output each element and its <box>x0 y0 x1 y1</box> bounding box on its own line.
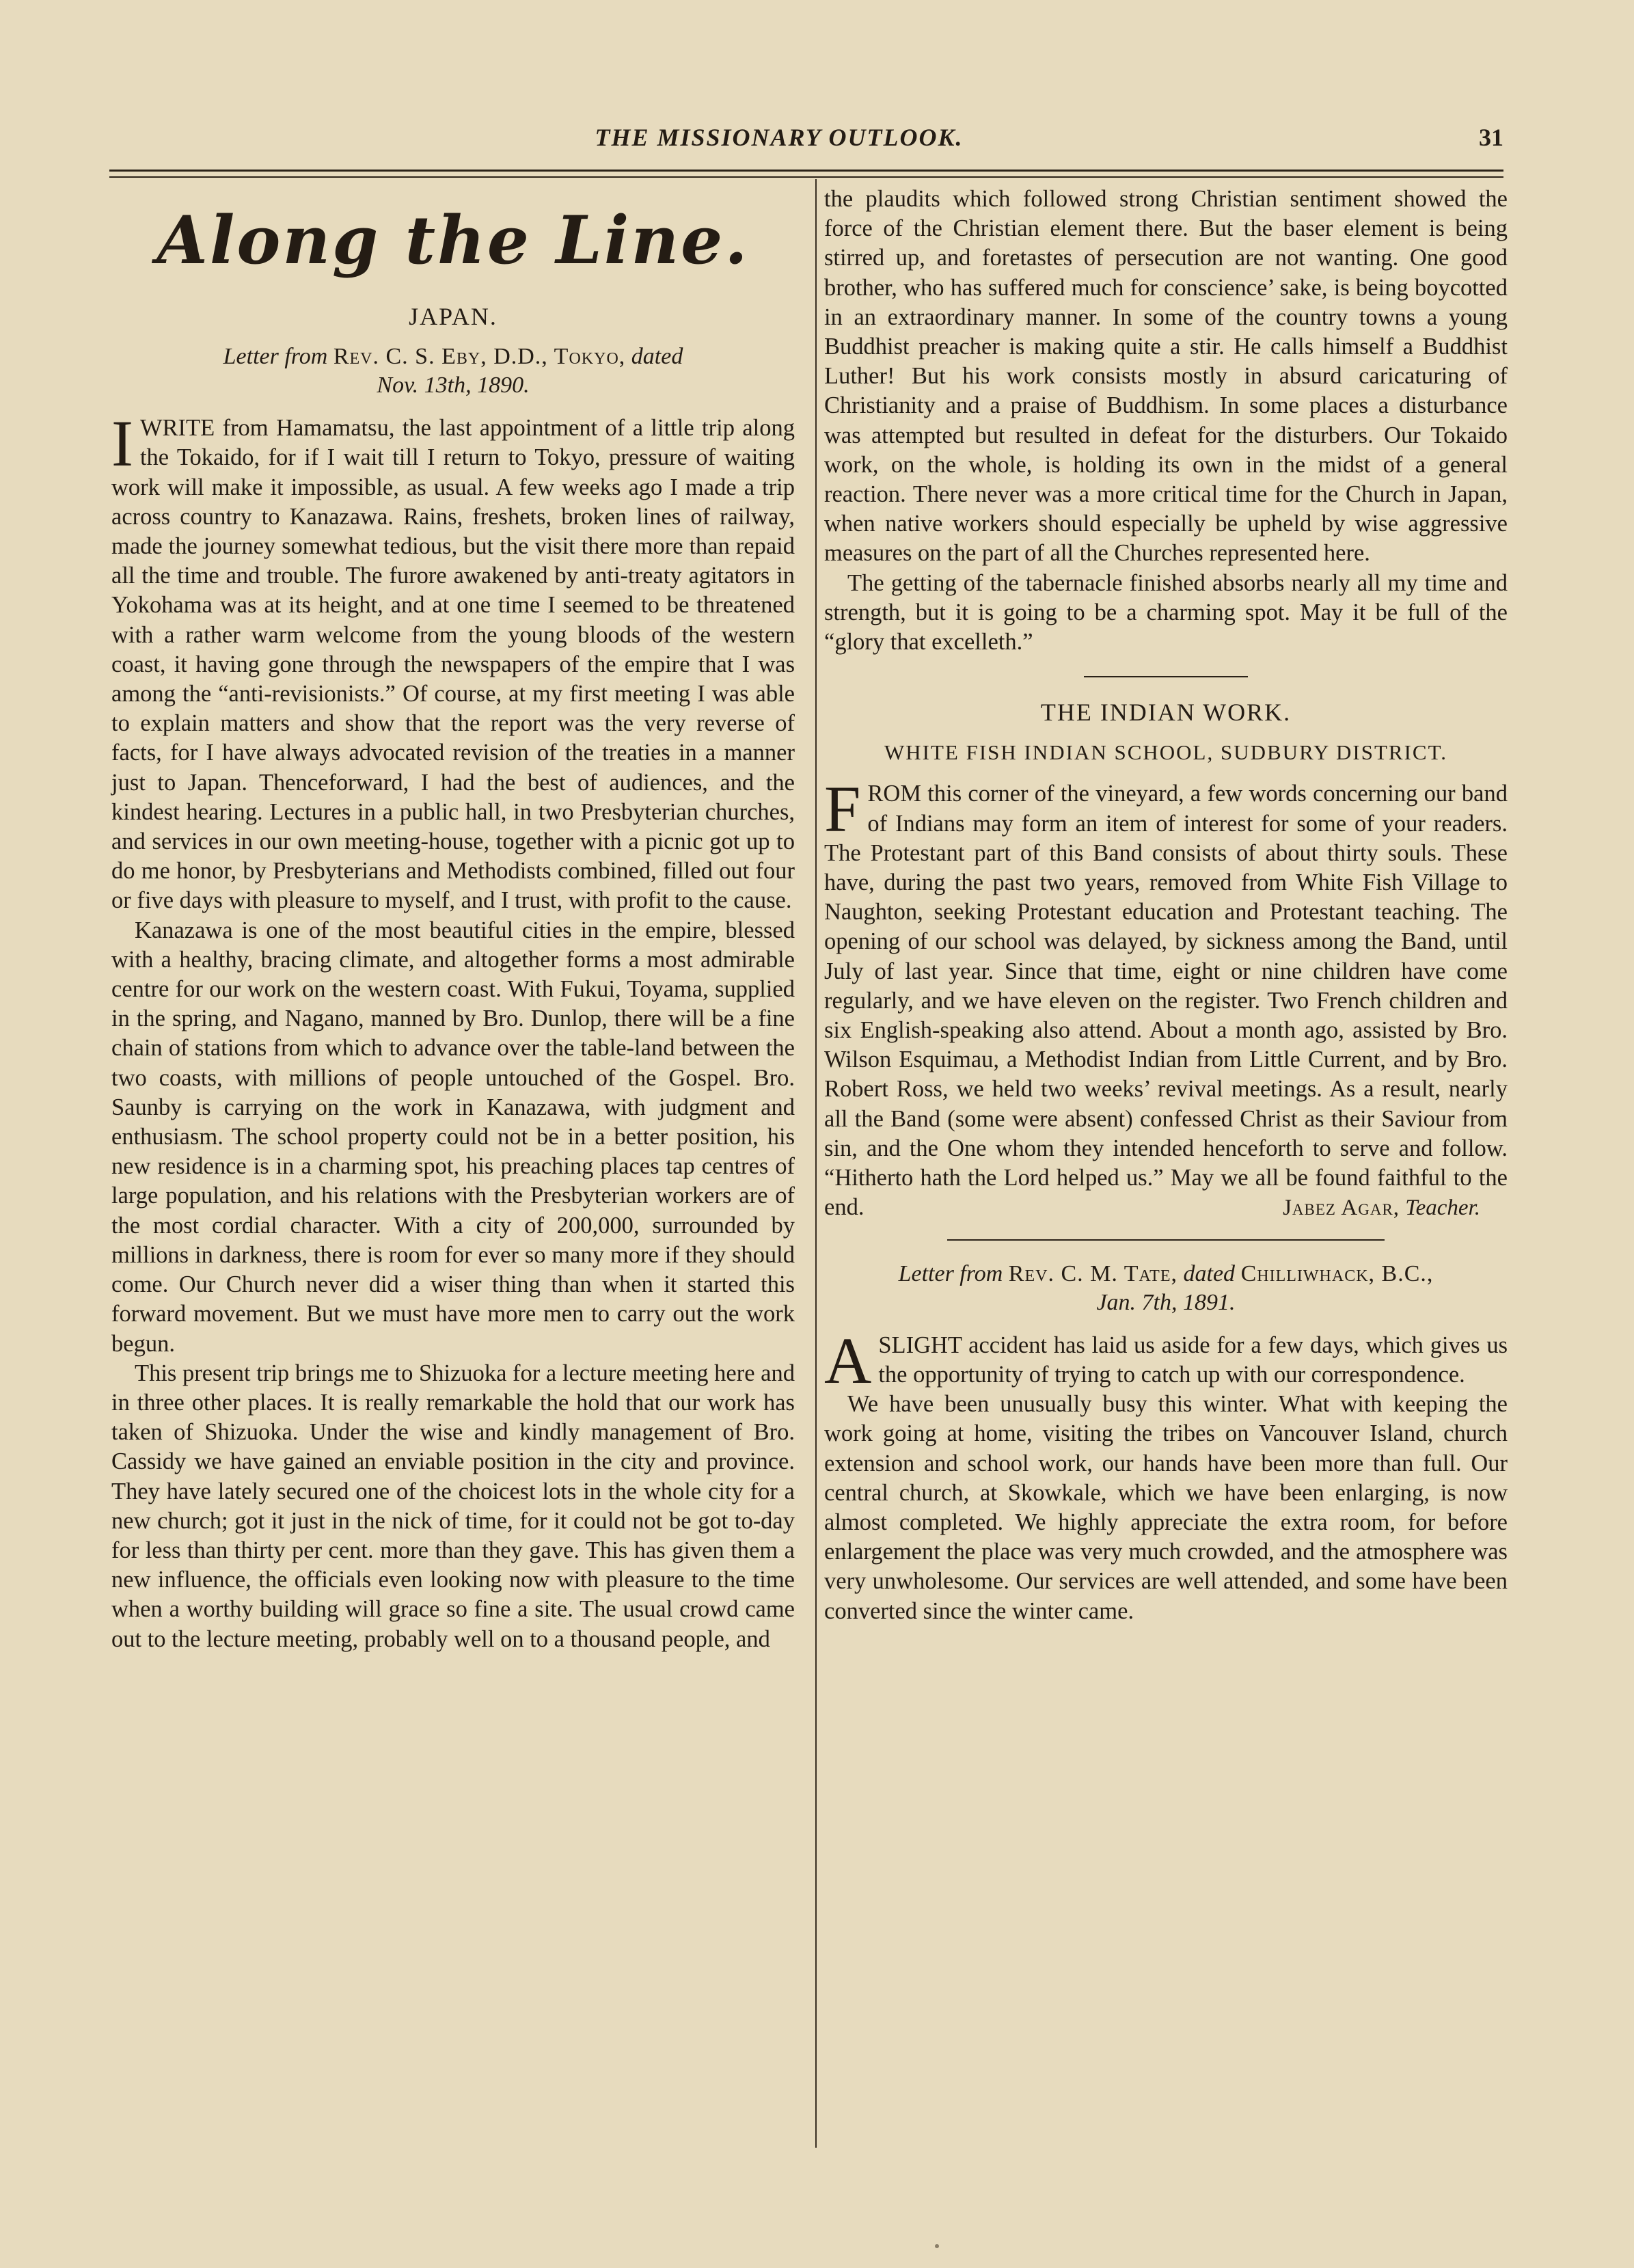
header-rule <box>109 170 1503 172</box>
section-divider <box>1084 676 1248 677</box>
signature-name: Jabez Agar, <box>1283 1195 1400 1220</box>
japan-paragraph-1 <box>111 407 795 915</box>
dateline-date: Nov. 13th, 1890. <box>377 373 530 399</box>
indian-work-subheading: WHITE FISH INDIAN SCHOOL, SUDBURY DISTRICT. <box>884 740 1447 765</box>
japan-paragraph-5: The getting of the tabernacle finished absorbs nearly all my time and strength, but it is going to be a charming spot. May it be full of the “glory that excelleth.” <box>824 569 1508 656</box>
japan-paragraph-1-text: WRITE from Hamamatsu, the last appointment of a little trip along the Tokaido, for if I wait till I return to Tokyo, pressure of waiting work will make it impossible, as usual. A few weeks ago I made a trip across country to Kanazawa. Rains, freshets, broken lines of railway, made the journey somewhat tedious, but the visit there more than repaid all the time and trouble. The furore awakened by anti-treaty agitators in Yokohama was at its height, and at one time I seemed to be threatened with a rather warm welcome from the young bloods of the western coast, it having gone through the newspapers of the empire that I was among the “anti-revisionists.” Of course, at my first meeting I was able to explain matters and show that the report was the very reverse of facts, for I have always advocated revision of the treaties in a manner just to Japan. Thenceforward, I had the best of audiences, and the kindest hearing. Lectures in a public hall, in two Presbyterian churches, and services in our own meeting-house, together with a picnic got up to do me honor, by Presbyterians and Methodists combined, filled out four or five days with pleasure to myself, and I trust, with profit to the cause. <box>111 415 795 914</box>
signature <box>824 1193 1480 1223</box>
japan-dateline <box>111 342 795 400</box>
dateline-letter-from: Letter from <box>898 1260 1003 1286</box>
running-head <box>109 120 1503 161</box>
tate-paragraph-1 <box>824 1323 1508 1397</box>
header-rule-thin <box>109 176 1503 178</box>
page-number: 31 <box>1479 124 1503 151</box>
dateline-author: Rev. C. S. Eby, D.D., Tokyo, <box>333 344 626 370</box>
dropcap: F <box>824 772 861 846</box>
indian-work-paragraph <box>824 772 1508 1222</box>
tate-paragraph-2: We have been unusually busy this winter. What with keeping the work going at home, visiting the tribes on Vancouver Island, church extension and school work, our hands have been more than full. Our central church, at Skowkale, which we have been enlarging, is now almost completed. We highly appreciate the extra room, for before enlargement the place was very much crowded, and the atmosphere was very unwholesome. Our services are well attended, and some have been converted since the winter came. <box>824 1391 1508 1624</box>
dateline-date: Jan. 7th, 1891. <box>1096 1289 1236 1315</box>
right-column <box>824 185 1508 1626</box>
dateline-place: Chilliwhack, B.C., <box>1240 1260 1434 1286</box>
dateline-letter-from: Letter from <box>223 344 328 370</box>
dateline-author: Rev. C. M. Tate, <box>1008 1260 1178 1286</box>
ink-speck <box>935 2244 939 2248</box>
japan-paragraph-2: Kanazawa is one of the most beautiful cities in the empire, blessed with a healthy, bracing climate, and altogether forms a most admirable centre for our work on the western coast. With Fukui, Toyama, supplied in the spring, and Nagano, manned by Bro. Dunlop, there will be a fine chain of stations from which to advance over the table-land between the two coasts, with millions of people untouched of the Gospel. Bro. Saunby is carrying on the work in Kanazawa, with judgment and enthusiasm. The school property could not be in a better position, his new residence is in a charming spot, his preaching places tap centres of large population, and his relations with the Presbyterian workers are of the most cordial character. With a city of 200,000, surrounded by millions in darkness, there is room for ever so many more if they should come. Our Church never did a wiser thing than when it started this forward movement. But we must have more men to carry out the work begun. <box>111 917 795 1357</box>
journal-title: THE MISSIONARY OUTLOOK. <box>595 124 964 151</box>
tate-dateline <box>824 1260 1508 1317</box>
column-divider <box>815 179 817 2148</box>
dateline-dated: dated <box>631 344 683 370</box>
dropcap: I <box>111 407 133 481</box>
indian-work-paragraph-text: ROM this corner of the vineyard, a few words concerning our band of Indians may form an item of interest for some of your readers. The Protestant part of this Band consists of about thirty souls. These have, during the past two years, removed from White Fish Village to Naughton, seeking Protestant education and Protestant teaching. The opening of our school was delayed, by sickness among the Band, until July of last year. Since that time, eight or nine children have come regularly, and we have eleven on the register. Two French children and six English-speaking also attend. About a month ago, assisted by Bro. Wilson Esquimau, a Methodist Indian from Little Current, and by Bro. Robert Ross, we held two weeks’ revival meetings. As a result, nearly all the Band (some were absent) confessed Christ as their Saviour from sin, and the One whom they intended henceforth to serve and follow. “Hitherto hath the Lord helped us.” May we all be found faithful to the end. <box>824 781 1508 1221</box>
dropcap: A <box>824 1323 872 1397</box>
dateline-dated: dated <box>1183 1260 1236 1286</box>
indian-work-heading: THE INDIAN WORK. <box>1040 699 1292 727</box>
japan-heading: JAPAN. <box>409 303 498 330</box>
left-column <box>111 185 795 1654</box>
signature-title: Teacher. <box>1405 1195 1480 1220</box>
section-banner: Along the Line. <box>156 202 750 279</box>
japan-paragraph-4: the plaudits which followed strong Christian sentiment showed the force of the Christian element there. But the baser element is being stirred up, and foretastes of persecution are not wanting. One good brother, who has suffered much for conscience’ sake, is being boycotted in an extraordinary manner. In some of the country towns a young Buddhist preacher is making quite a stir. He calls himself a Buddhist Luther! But his work consists mostly in absurd caricaturing of Christianity and a praise of Buddhism. In some places a disturbance was attempted but resulted in defeat for the disturbers. Our Tokaido work, on the whole, is holding its own in the midst of a general reaction. There never was a more critical time for the Church in Japan, when native workers should especially be upheld by wise aggressive measures on the part of all the Churches represented here. <box>824 186 1508 567</box>
letter-divider <box>947 1239 1385 1241</box>
tate-paragraph-1-text: SLIGHT accident has laid us aside for a few days, which gives us the opportunity of trying to catch up with our correspondence. <box>878 1332 1508 1388</box>
japan-paragraph-3: This present trip brings me to Shizuoka for a lecture meeting here and in three other places. It is really remarkable the hold that our work has taken of Shizuoka. Under the wise and kindly management of Bro. Cassidy we have gained an enviable position in the city and province. They have lately secured one of the choicest lots in the whole city for a new church; got it just in the nick of time, for it could not be got to-day for less than thirty per cent. more than they gave. This has given them a new influence, the officials even looking now with pleasure to the time when a worthy building will grace so fine a site. The usual crowd came out to the lecture meeting, probably well on to a thousand people, and <box>111 1360 795 1652</box>
